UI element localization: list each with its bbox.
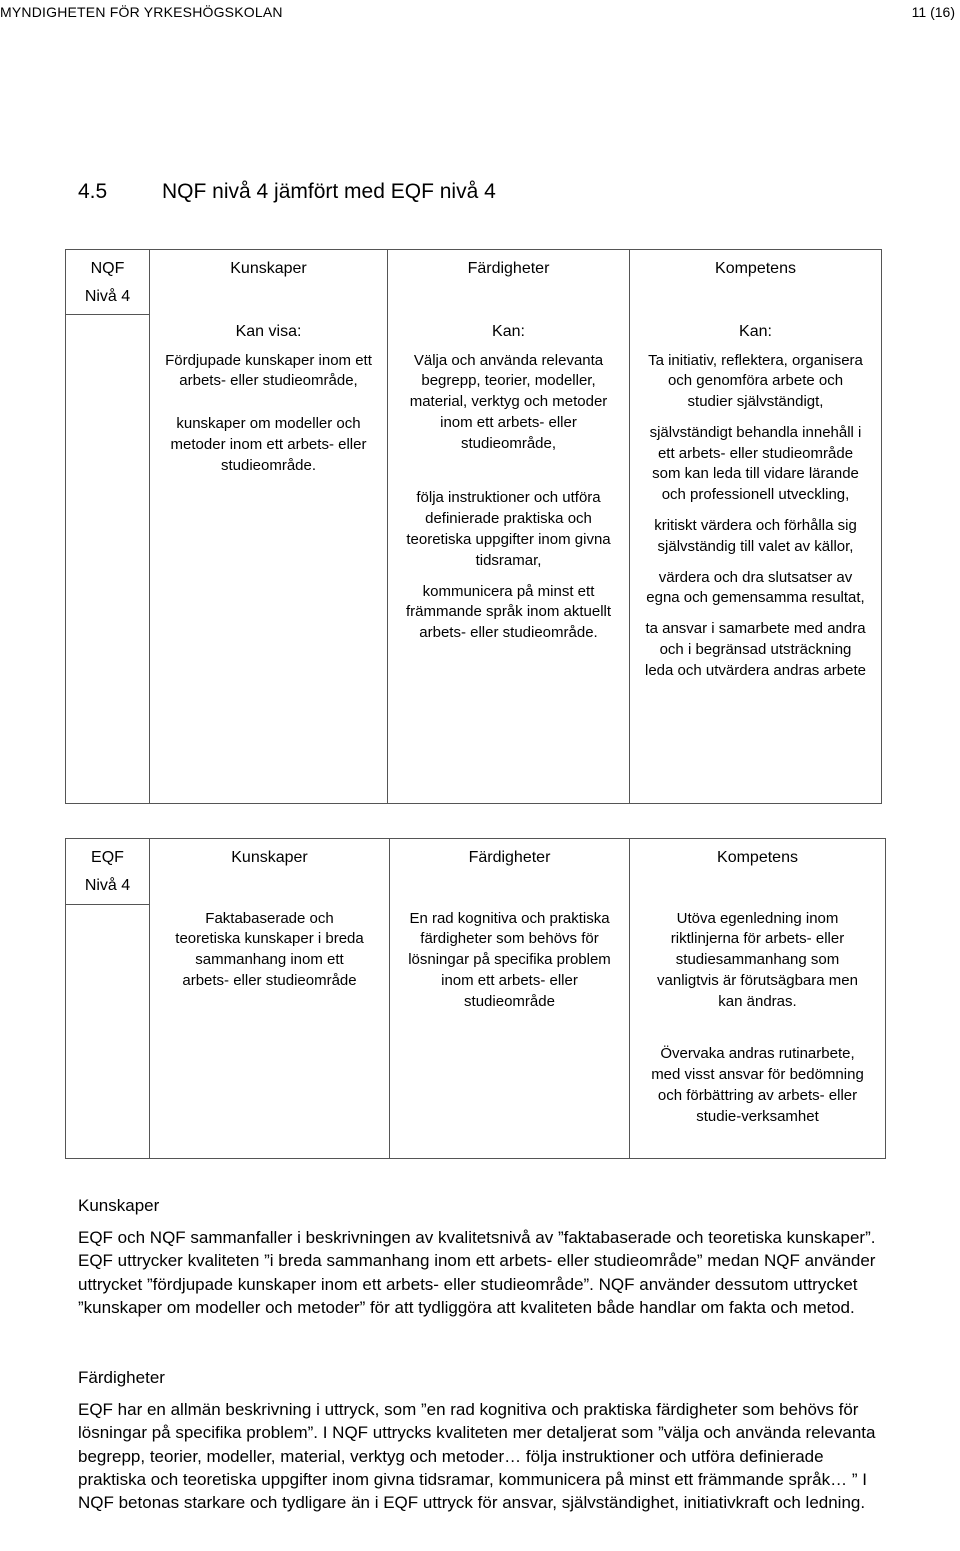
section-heading: NQF nivå 4 jämfört med EQF nivå 4 — [162, 180, 496, 203]
eqf-skills-header: Färdigheter — [390, 839, 630, 905]
nqf-skills-intro: Kan: — [492, 322, 525, 340]
eqf-knowledge-header: Kunskaper — [150, 839, 390, 905]
eqf-knowledge-cell — [150, 905, 390, 1159]
nqf-knowledge-header: Kunskaper — [150, 250, 388, 315]
eqf-knowledge-text: Faktabaserade och teoretiska kunskaper i breda sammanhang inom ett arbets- eller studieområde — [175, 909, 364, 989]
nqf-competence-item: ta ansvar i samarbete med andra och i begränsad utsträckning leda och utvärdera andras arbete — [645, 620, 866, 679]
nqf-competence-cell — [630, 315, 882, 804]
nqf-knowledge-item: kunskaper om modeller och metoder inom ett arbets- eller studieområde. — [170, 415, 367, 474]
nqf-level-cell — [66, 250, 150, 315]
nqf-competence-item: värdera och dra slutsatser av egna och gemensamma resultat, — [646, 568, 865, 607]
eqf-competence-header: Kompetens — [630, 839, 886, 905]
skills-paragraph: EQF har en allmän beskrivning i uttryck, som ”en rad kognitiva och praktiska färdigheter som behövs för lösningar på specifika problem”. I NQF uttrycks kvaliteten mer detaljerat som ”välja och använda relevanta begrepp, teorier, modeller, material, verktyg och metoder… följa instruktioner och utföra definierade praktiska och teoretiska uppgifter inom givna tidsramar, kommunicera på minst ett främmande språk… ” I NQF betonas starkare och tydligare än i EQF uttryck för ansvar, självständighet, initiativkraft och ledning. — [78, 1400, 876, 1513]
eqf-competence-cell — [630, 905, 886, 1159]
eqf-skills-text: En rad kognitiva och praktiska färdigheter som behövs för lösningar på specifika problem inom ett arbets- eller studieområde — [408, 909, 611, 1010]
skills-section — [78, 1366, 878, 1514]
eqf-skills-cell — [390, 905, 630, 1159]
nqf-skills-header: Färdigheter — [388, 250, 630, 315]
nqf-skills-cell — [388, 315, 630, 804]
eqf-blank-cell — [66, 905, 150, 1159]
section-title — [78, 180, 496, 204]
skills-heading: Färdigheter — [78, 1368, 165, 1387]
nqf-table — [65, 249, 882, 804]
nqf-skills-item: följa instruktioner och utföra definierade praktiska och teoretiska uppgifter inom givna tidsramar, — [406, 489, 611, 569]
eqf-level-cell — [66, 839, 150, 905]
knowledge-paragraph: EQF och NQF sammanfaller i beskrivningen av kvalitetsnivå av ”faktabaserade och teoretiska kunskaper”. EQF uttrycker kvaliteten ”i breda sammanhang inom ett arbets- eller studieområde” medan NQF använder uttrycket ”fördjupade kunskaper inom ett arbets- eller studieområde”. NQF använder dessutom uttrycket ”kunskaper om modeller och metoder” för att tydliggöra att kvaliteten både handlar om fakta och metod. — [78, 1228, 876, 1317]
section-number: 4.5 — [78, 180, 108, 203]
nqf-knowledge-cell — [150, 315, 388, 804]
nqf-blank-cell — [66, 315, 150, 804]
nqf-knowledge-intro: Kan visa: — [235, 322, 302, 340]
nqf-competence-item: kritiskt värdera och förhålla sig självständig till valet av källor, — [654, 517, 857, 555]
page-number: 11 (16) — [911, 4, 955, 20]
nqf-competence-item: självständigt behandla innehåll i ett arbets- eller studieområde som kan leda till vidare lärande och professionell utveckling, — [649, 423, 862, 504]
knowledge-heading: Kunskaper — [78, 1196, 160, 1215]
knowledge-section — [78, 1194, 878, 1319]
nqf-competence-header: Kompetens — [630, 250, 882, 315]
eqf-table — [65, 838, 886, 1159]
eqf-level: Nivå 4 — [84, 877, 131, 894]
nqf-skills-item: kommunicera på minst ett främmande språk inom aktuellt arbets- eller studieområde. — [405, 582, 612, 642]
nqf-level: Nivå 4 — [84, 288, 131, 305]
nqf-competence-item: Ta initiativ, reflektera, organisera och genomföra arbete och studier självständigt, — [648, 351, 863, 411]
nqf-skills-item: Välja och använda relevanta begrepp, teorier, modeller, material, verktyg och metoder inom ett arbets- eller studieområde, — [409, 351, 608, 452]
nqf-label: NQF — [90, 260, 125, 277]
nqf-knowledge-item: Fördjupade kunskaper inom ett arbets- eller studieområde, — [165, 351, 372, 390]
eqf-competence-item: Utöva egenledning inom riktlinjerna för arbets- eller studiesammanhang som vanligtvis är förutsägbara men kan ändras. — [657, 909, 858, 1010]
eqf-label: EQF — [91, 849, 124, 866]
eqf-competence-item: Övervaka andras rutinarbete, med visst ansvar för bedömning och förbättring av arbets- eller studie-verksamhet — [651, 1045, 864, 1125]
agency-name: MYNDIGHETEN FÖR YRKESHÖGSKOLAN — [0, 4, 283, 20]
nqf-competence-intro: Kan: — [739, 322, 772, 340]
